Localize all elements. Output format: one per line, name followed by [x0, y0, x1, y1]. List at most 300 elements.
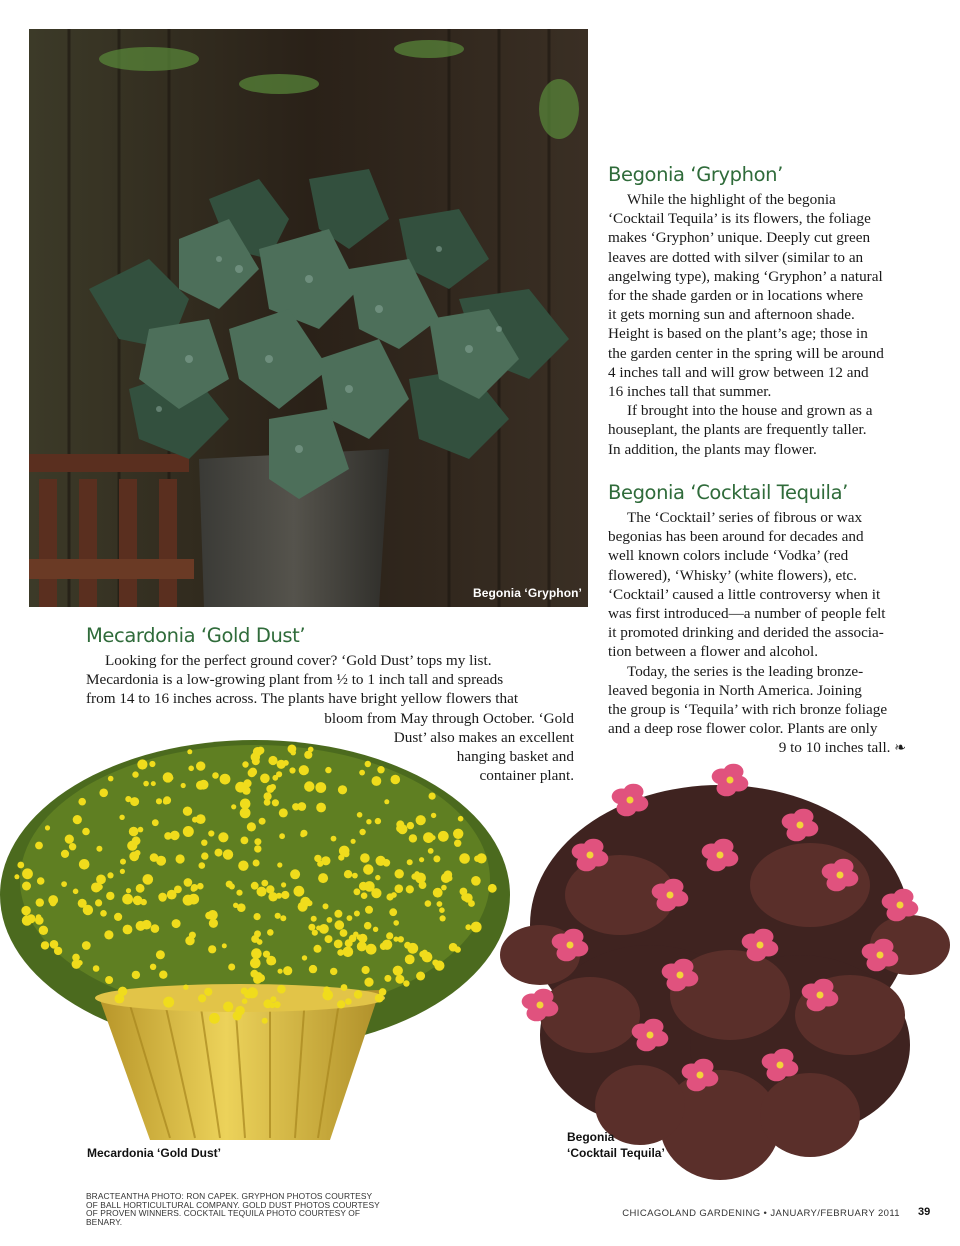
flower-dot	[361, 892, 368, 899]
flower-dot	[283, 966, 292, 975]
flower-dot	[351, 839, 356, 844]
flower-dot	[266, 885, 274, 893]
flower-dot	[428, 848, 434, 854]
flower-dot	[280, 915, 286, 921]
flower-dot	[240, 799, 251, 810]
flower-dot	[335, 920, 345, 930]
flower-dot	[321, 856, 330, 865]
flower-dot	[196, 761, 205, 770]
petal	[564, 929, 584, 945]
flower-dot	[407, 859, 413, 865]
flower-dot	[274, 1001, 281, 1008]
tequila-caption-line: ‘Cocktail Tequila’	[567, 1146, 665, 1160]
flower-center	[777, 1062, 784, 1069]
flower-dot	[354, 911, 360, 917]
flower-dot	[22, 882, 31, 891]
flower-dot	[468, 900, 475, 907]
flower-dot	[205, 912, 213, 920]
flower-dot	[375, 818, 381, 824]
flower-dot	[395, 869, 404, 878]
flower-dot	[247, 987, 258, 998]
flower-dot	[433, 855, 440, 862]
page-number: 39	[918, 1206, 931, 1218]
flower-dot	[266, 785, 274, 793]
flower-dot	[354, 888, 361, 895]
flower-dot	[174, 886, 182, 894]
flower-dot	[393, 937, 398, 942]
flower-dot	[277, 862, 282, 867]
tequila-line: ‘Cocktail’ caused a little controversy when it	[608, 585, 881, 603]
flower-dot	[176, 854, 185, 863]
flower-dot	[201, 840, 207, 846]
flower-dot	[172, 919, 181, 928]
flower-dot	[343, 851, 350, 858]
flower-center	[697, 1072, 704, 1079]
flower-dot	[27, 914, 36, 923]
flower-dot	[395, 975, 404, 984]
flower-dot	[403, 980, 409, 986]
flower-dot	[331, 836, 337, 842]
flower-dot	[184, 878, 193, 887]
flower-dot	[123, 925, 133, 935]
flower-dot	[208, 830, 214, 836]
flower-dot	[323, 986, 330, 993]
flower-dot	[61, 881, 67, 887]
flower-dot	[222, 943, 227, 948]
gryphon-line: for the shade garden or in locations where	[608, 287, 864, 305]
flower-center	[647, 1032, 654, 1039]
flower-dot	[241, 837, 249, 845]
flower-dot	[454, 840, 461, 847]
flower-dot	[223, 849, 233, 859]
flower-dot	[159, 971, 167, 979]
flower-dot	[275, 913, 281, 919]
flower-dot	[343, 947, 354, 958]
flower-dot	[141, 899, 147, 905]
flower-dot	[254, 845, 261, 852]
flower-dot	[267, 929, 274, 936]
flower-dot	[135, 850, 141, 856]
flower-dot	[309, 965, 317, 973]
flower-dot	[82, 828, 90, 836]
flower-dot	[163, 796, 171, 804]
gold-dust-photo-art	[0, 730, 515, 1145]
flower-dot	[163, 997, 174, 1008]
flower-dot	[95, 899, 102, 906]
flower-dot	[384, 975, 391, 982]
flower-dot	[268, 756, 277, 765]
flower-center	[567, 942, 574, 949]
flower-dot	[158, 893, 167, 902]
tequila-heading: Begonia ‘Cocktail Tequila’	[608, 481, 848, 504]
tequila-line: it promoted drinking and derided the associa-	[608, 624, 884, 642]
flower-dot	[126, 888, 131, 893]
flower-dot	[143, 874, 154, 885]
flower-dot	[189, 932, 196, 939]
gryphon-line: ‘Cocktail Tequila’ is its flowers, the foliage	[608, 210, 871, 228]
flower-dot	[37, 877, 45, 885]
flower-dot	[156, 856, 166, 866]
flower-dot	[363, 864, 373, 874]
gold-dust-line: hanging basket and	[456, 748, 574, 766]
flower-dot	[14, 874, 19, 879]
petal	[694, 1059, 714, 1075]
flower-dot	[82, 941, 91, 950]
tequila-caption-line: Begonia	[567, 1130, 615, 1144]
flower-dot	[407, 943, 418, 954]
tequila-line: flowered), ‘Whisky’ (white flowers), etc.	[608, 566, 857, 584]
flower-center	[537, 1002, 544, 1009]
flower-dot	[407, 822, 414, 829]
gryphon-line: If brought into the house and grown as a	[627, 402, 873, 420]
flower-dot	[133, 896, 143, 906]
flower-dot	[223, 1002, 233, 1012]
flower-dot	[204, 988, 212, 996]
flower-dot	[212, 772, 219, 779]
flower-dot	[299, 765, 309, 775]
gold-dust-line: Dust’ also makes an excellent	[393, 728, 574, 746]
end-mark-icon: ❧	[894, 741, 906, 757]
gold-dust-heading: Mecardonia ‘Gold Dust’	[86, 624, 306, 647]
flower-dot	[78, 899, 87, 908]
flower-dot	[290, 750, 296, 756]
flower-center	[627, 797, 634, 804]
flower-dot	[233, 1011, 242, 1020]
flower-center	[817, 992, 824, 999]
gold-dust-line: bloom from May through October. ‘Gold	[324, 709, 574, 727]
flower-dot	[120, 859, 126, 865]
flower-dot	[240, 808, 251, 819]
flower-dot	[263, 951, 270, 958]
flower-dot	[65, 835, 74, 844]
flower-dot	[17, 862, 24, 869]
flower-dot	[143, 781, 149, 787]
flower-dot	[376, 856, 386, 866]
gryphon-line: angelwing type), making ‘Gryphon’ a natural	[608, 267, 883, 285]
flower-dot	[458, 816, 464, 822]
flower-dot	[279, 808, 288, 817]
tequila-line: The ‘Cocktail’ series of fibrous or wax	[627, 509, 863, 526]
gryphon-line: Height is based on the plant’s age; those in	[608, 325, 868, 343]
flower-dot	[327, 917, 333, 923]
flower-dot	[22, 868, 33, 879]
flower-dot	[233, 903, 238, 908]
flower-dot	[137, 759, 147, 769]
flower-dot	[269, 958, 276, 965]
flower-dot	[79, 859, 90, 870]
flower-dot	[366, 819, 371, 824]
petal	[714, 839, 734, 855]
flower-dot	[315, 782, 326, 793]
flower-dot	[228, 964, 235, 971]
flower-dot	[353, 932, 358, 937]
flower-dot	[201, 852, 208, 859]
tequila-line: Today, the series is the leading bronze-	[627, 662, 864, 680]
flower-dot	[132, 971, 140, 979]
flower-dot	[406, 885, 414, 893]
flower-dot	[235, 782, 246, 793]
flower-dot	[114, 913, 122, 921]
flower-dot	[365, 906, 373, 914]
flower-dot	[151, 924, 160, 933]
flower-dot	[439, 907, 445, 913]
flower-dot	[39, 926, 48, 935]
flower-dot	[36, 914, 42, 920]
tequila-line: tion between a flower and alcohol.	[608, 643, 819, 661]
flower-dot	[73, 815, 82, 824]
flower-dot	[156, 798, 162, 804]
flower-dot	[136, 921, 146, 931]
tequila-line: begonias has been around for decades and	[608, 528, 864, 546]
flower-dot	[129, 827, 139, 837]
flower-dot	[440, 915, 446, 921]
flower-dot	[325, 935, 333, 943]
flower-dot	[444, 870, 453, 879]
flower-center	[877, 952, 884, 959]
flower-dot	[395, 884, 404, 893]
flower-dot	[261, 880, 268, 887]
flower-dot	[311, 916, 317, 922]
petal	[894, 889, 914, 905]
flower-center	[717, 852, 724, 859]
flower-dot	[231, 804, 236, 809]
tequila-last-text: 9 to 10 inches tall.	[778, 739, 891, 757]
flower-dot	[364, 978, 373, 987]
flower-dot	[425, 900, 432, 907]
flower-dot	[453, 829, 463, 839]
flower-dot	[371, 888, 381, 898]
tequila-line: was first introduced—a number of people felt	[608, 605, 886, 623]
flower-dot	[170, 831, 180, 841]
gryphon-line: 16 inches tall that summer.	[608, 383, 772, 401]
tequila-photo-art	[480, 745, 960, 1205]
flower-dot	[340, 929, 348, 937]
flower-dot	[272, 799, 279, 806]
flower-center	[667, 892, 674, 899]
petal	[754, 929, 774, 945]
flower-dot	[93, 965, 100, 972]
flower-dot	[152, 819, 159, 826]
flower-dot	[308, 747, 314, 753]
flower-dot	[405, 955, 415, 965]
flower-dot	[149, 761, 155, 767]
flower-dot	[334, 940, 343, 949]
flower-center	[797, 822, 804, 829]
flower-dot	[242, 761, 248, 767]
flower-dot	[72, 954, 80, 962]
flower-dot	[360, 853, 370, 863]
flower-dot	[41, 941, 49, 949]
flower-dot	[304, 781, 314, 791]
flower-dot	[281, 882, 286, 887]
flower-dot	[416, 815, 426, 825]
flower-dot	[330, 968, 337, 975]
flower-dot	[338, 785, 347, 794]
flower-dot	[277, 985, 286, 994]
flower-dot	[314, 945, 322, 953]
flower-center	[587, 852, 594, 859]
petal	[664, 879, 684, 895]
flower-dot	[22, 909, 29, 916]
flower-dot	[35, 842, 43, 850]
flower-dot	[249, 768, 257, 776]
petal	[834, 859, 854, 875]
flower-dot	[69, 843, 76, 850]
flower-dot	[263, 999, 272, 1008]
flower-dot	[358, 934, 367, 943]
gold-dust-line: Mecardonia is a low-growing plant from ½ to 1 inch tall and spreads	[86, 671, 504, 689]
flower-dot	[441, 885, 447, 891]
flower-dot	[229, 884, 235, 890]
flower-dot	[96, 875, 106, 885]
flower-dot	[241, 988, 248, 995]
flower-dot	[242, 998, 248, 1004]
flower-dot	[188, 766, 194, 772]
flower-dot	[281, 891, 289, 899]
flower-dot	[276, 893, 282, 899]
flower-dot	[120, 869, 125, 874]
flower-dot	[181, 783, 186, 788]
flower-dot	[357, 941, 367, 951]
flower-dot	[366, 944, 377, 955]
flower-dot	[163, 772, 173, 782]
flower-dot	[106, 892, 114, 900]
flower-dot	[254, 838, 261, 845]
flower-dot	[302, 955, 307, 960]
flower-dot	[414, 871, 419, 876]
flower-dot	[294, 886, 305, 897]
flower-dot	[132, 771, 138, 777]
flower-dot	[100, 910, 107, 917]
flower-dot	[61, 850, 69, 858]
flower-dot	[337, 1000, 345, 1008]
tequila-line: the group is ‘Tequila’ with rich bronze foliage	[608, 701, 888, 719]
gold-dust-photo	[0, 730, 515, 1145]
flower-dot	[341, 984, 348, 991]
flower-dot	[209, 1013, 220, 1024]
flower-dot	[105, 976, 113, 984]
tequila-caption	[567, 1129, 665, 1161]
flower-dot	[364, 922, 372, 930]
flower-dot	[250, 958, 261, 969]
flower-dot	[251, 948, 262, 959]
flower-center	[677, 972, 684, 979]
flower-dot	[272, 775, 278, 781]
flower-dot	[99, 789, 108, 798]
flower-center	[837, 872, 844, 879]
flower-dot	[431, 835, 436, 840]
flower-dot	[431, 813, 436, 818]
tequila-photo	[480, 745, 960, 1205]
flower-center	[897, 902, 904, 909]
flower-dot	[354, 990, 362, 998]
flower-dot	[429, 793, 436, 800]
flower-dot	[253, 747, 262, 756]
flower-dot	[433, 888, 443, 898]
gryphon-photo-caption: Begonia ‘Gryphon’	[472, 586, 582, 600]
flower-dot	[357, 812, 363, 818]
flower-dot	[377, 766, 384, 773]
flower-dot	[138, 827, 144, 833]
flower-dot	[183, 826, 194, 837]
tequila-line: well known colors include ‘Vodka’ (red	[608, 547, 849, 565]
flower-dot	[257, 887, 267, 897]
flower-dot	[122, 894, 133, 905]
flower-dot	[438, 831, 449, 842]
flower-dot	[301, 830, 308, 837]
flower-dot	[391, 892, 397, 898]
flower-dot	[73, 889, 79, 895]
flower-dot	[393, 966, 403, 976]
flower-dot	[419, 857, 424, 862]
flower-dot	[455, 946, 461, 952]
flower-dot	[373, 927, 378, 932]
flower-dot	[119, 815, 124, 820]
flower-dot	[382, 940, 392, 950]
flower-dot	[289, 767, 295, 773]
flower-dot	[393, 920, 399, 926]
flower-dot	[337, 949, 344, 956]
petal	[774, 1049, 794, 1065]
flower-dot	[251, 882, 259, 890]
flower-dot	[345, 998, 352, 1005]
flower-dot	[96, 846, 102, 852]
flower-dot	[391, 775, 401, 785]
flower-dot	[36, 898, 44, 906]
flower-dot	[238, 861, 248, 871]
flower-dot	[386, 932, 393, 939]
flower-dot	[197, 883, 204, 890]
flower-dot	[196, 814, 206, 824]
flower-dot	[312, 930, 318, 936]
petal	[724, 764, 744, 780]
gold-dust-line: container plant.	[479, 767, 574, 785]
flower-dot	[352, 873, 358, 879]
flower-dot	[151, 781, 156, 786]
flower-dot	[199, 862, 206, 869]
flower-dot	[300, 897, 310, 907]
flower-dot	[262, 1018, 268, 1024]
flower-dot	[91, 883, 99, 891]
flower-dot	[334, 910, 342, 918]
flower-dot	[416, 972, 425, 981]
flower-dot	[297, 802, 306, 811]
gryphon-heading: Begonia ‘Gryphon’	[608, 163, 783, 186]
flower-dot	[375, 875, 380, 880]
flower-dot	[437, 901, 443, 907]
flower-dot	[183, 807, 192, 816]
tequila-line: leaved begonia in North America. Joining	[608, 681, 862, 699]
flower-dot	[127, 841, 137, 851]
petal	[624, 784, 644, 800]
gryphon-photo-art	[29, 29, 588, 607]
flower-dot	[344, 870, 352, 878]
flower-dot	[359, 829, 365, 835]
flower-dot	[362, 966, 370, 974]
flower-dot	[278, 969, 283, 974]
flower-dot	[279, 833, 285, 839]
flower-dot	[259, 818, 266, 825]
flower-dot	[316, 803, 326, 813]
flower-dot	[187, 749, 192, 754]
petal	[584, 839, 604, 855]
flower-dot	[104, 930, 113, 939]
flower-dot	[372, 776, 382, 786]
gryphon-line: While the highlight of the begonia	[627, 191, 836, 208]
flower-dot	[183, 985, 188, 990]
flower-dot	[260, 774, 270, 784]
flower-dot	[191, 886, 197, 892]
